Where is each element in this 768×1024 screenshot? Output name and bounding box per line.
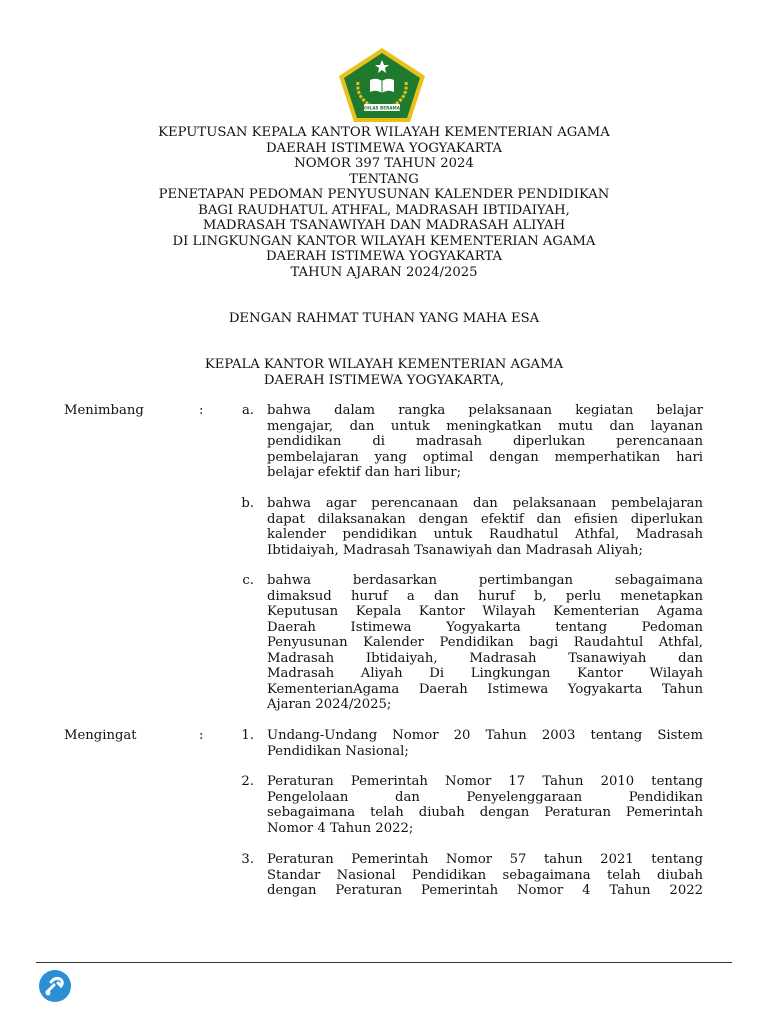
text-line: bahwa agar perencanaan dan pelaksanaan pembelajaran [267,496,703,511]
text-line: bahwa dalam rangka pelaksanaan kegiatan belajar [267,403,703,418]
menimbang-item-c [267,573,703,713]
invocation-text: DENGAN RAHMAT TUHAN YANG MAHA ESA [228,311,540,326]
item-marker: 1. [241,728,254,743]
menimbang-item-a [267,403,703,481]
item-marker: b. [241,496,254,511]
text-line: Daerah Istimewa Yogyakarta tentang Pedoman [267,619,703,635]
text-line: bahwa berdasarkan pertimbangan sebagaimana [267,573,703,588]
text-line: dimaksud huruf a dan huruf b, perlu menetapkan [267,588,703,604]
text-line: Ajaran 2024/2025; [267,697,392,712]
title-line: DAERAH ISTIMEWA YOGYAKARTA [265,140,503,156]
text-line: pendidikan di madrasah diperlukan perencanaan [267,434,703,449]
text-line: kalender pendidikan untuk Raudhatul Athfal, Madrasah [267,527,703,542]
footer-divider [36,962,732,963]
title-line: DI LINGKUNGAN KANTOR WILAYAH KEMENTERIAN AGAMA [172,233,596,249]
logo-motto: IKHLAS BERAMAL [361,105,403,111]
text-line: pembelajaran yang optimal dengan memperhatikan hari [267,449,703,465]
text-line: Keputusan Kepala Kantor Wilayah Kementerian Agama [267,604,703,619]
text-line: Standar Nasional Pendidikan sebagaimana telah diubah [267,867,703,883]
mengingat-item-1 [267,728,703,759]
invocation [40,311,728,327]
text-line: KementerianAgama Daerah Istimewa Yogyakarta Tahun [267,681,703,697]
kemenag-logo [336,46,428,124]
text-line: belajar efektif dan hari libur; [267,465,462,480]
text-line: sebagaimana telah diubah dengan Peraturan Pemerintah [267,805,703,820]
authority-line: DAERAH ISTIMEWA YOGYAKARTA, [263,372,505,388]
mengingat-label: Mengingat [64,728,137,743]
title-line: BAGI RAUDHATUL ATHFAL, MADRASAH IBTIDAIYAH, [198,202,570,218]
title-line: PENETAPAN PEDOMAN PENYUSUNAN KALENDER PENDIDIKAN [158,187,610,202]
text-line: Pendidikan Nasional; [267,743,409,759]
text-line: Madrasah Ibtidaiyah, Madrasah Tsanawiyah dan [267,650,703,666]
item-marker: c. [242,573,254,588]
text-line: Pengelolaan dan Penyelenggaraan Pendidikan [267,789,703,805]
text-line: mengajar, dan untuk meningkatkan mutu dan layanan [267,418,703,434]
text-line: Penyusunan Kalender Pendidikan bagi Raudahtul Athfal, [267,635,703,650]
item-marker: a. [241,403,254,418]
text-line: Peraturan Pemerintah Nomor 17 Tahun 2010 tentang [267,774,703,789]
title-line: KEPUTUSAN KEPALA KANTOR WILAYAH KEMENTERIAN AGAMA [158,125,610,140]
text-line: Nomor 4 Tahun 2022; [267,820,414,836]
text-line: Undang-Undang Nomor 20 Tahun 2003 tentang Sistem [267,728,703,743]
scribd-badge-icon[interactable] [38,969,72,1003]
menimbang-label: Menimbang [64,403,144,418]
authority-line: KEPALA KANTOR WILAYAH KEMENTERIAN AGAMA [204,357,564,372]
menimbang-item-b [267,496,703,558]
text-line: dengan Peraturan Pemerintah Nomor 4 Tahun 2022 [267,883,703,898]
title-line: MADRASAH TSANAWIYAH DAN MADRASAH ALIYAH [202,218,566,233]
issuing-authority [40,357,728,388]
mengingat-colon: : [199,728,204,743]
title-line: NOMOR 397 TAHUN 2024 [294,156,474,171]
item-marker: 2. [241,774,254,789]
menimbang-colon: : [199,403,204,418]
mengingat-item-3 [267,852,703,899]
text-line: Peraturan Pemerintah Nomor 57 tahun 2021 tentang [267,852,703,867]
item-marker: 3. [241,852,254,867]
text-line: Madrasah Aliyah Di Lingkungan Kantor Wilayah [267,666,703,681]
title-line: TAHUN AJARAN 2024/2025 [290,264,478,280]
text-line: Ibtidaiyah, Madrasah Tsanawiyah dan Madrasah Aliyah; [267,542,643,558]
decree-title [40,125,728,280]
title-line: TENTANG [349,171,419,187]
mengingat-item-2 [267,774,703,836]
title-line: DAERAH ISTIMEWA YOGYAKARTA [265,249,503,264]
text-line: dapat dilaksanakan dengan efektif dan efisien diperlukan [267,511,703,527]
